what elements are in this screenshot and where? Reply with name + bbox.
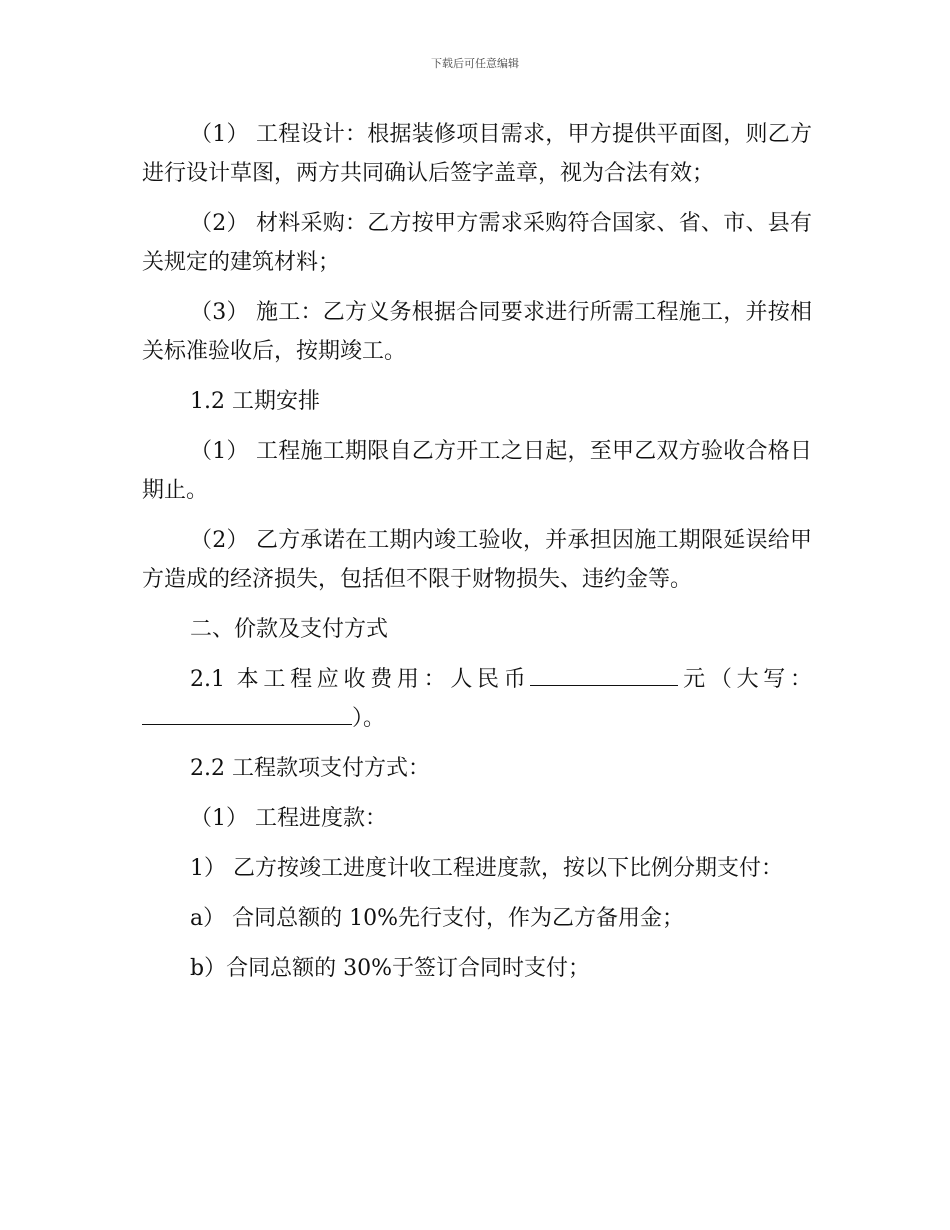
section-heading-payment: 二、价款及支付方式 <box>190 617 389 642</box>
paragraph-design: （1） 工程设计：根据装修项目需求，甲方提供平面图，则乙方进行设计草图，两方共同确认后签字盖章，视为合法有效； <box>142 122 812 186</box>
section-heading-schedule: 1.2 工期安排 <box>190 389 320 414</box>
fee-label: 2.1 本工程应收费用：人民币 <box>190 667 531 692</box>
section-heading-payment-method: 2.2 工程款项支付方式： <box>190 756 430 781</box>
paragraph-materials: （2） 材料采购：乙方按甲方需求采购符合国家、省、市、县有关规定的建筑材料； <box>142 211 812 275</box>
daxie-label: 元（大写： <box>678 667 812 692</box>
paragraph-progress-payment: （1） 工程进度款： <box>190 806 387 831</box>
paragraph-fee <box>142 660 812 738</box>
page-header: 下载后可任意编辑 <box>431 57 519 70</box>
amount-blank-line <box>530 663 678 686</box>
fee-closing: ）。 <box>352 706 386 731</box>
paragraph-construction: （3） 施工：乙方义务根据合同要求进行所需工程施工，并按相关标准验收后，按期竣工。 <box>142 300 812 364</box>
paragraph-item-b: b）合同总额的 30%于签订合同时支付； <box>190 956 590 981</box>
paragraph-item-a: a） 合同总额的 10%先行支付，作为乙方备用金； <box>190 906 685 931</box>
paragraph-schedule-period: （1） 工程施工期限自乙方开工之日起，至甲乙双方验收合格日期止。 <box>142 439 812 503</box>
paragraph-schedule-commitment: （2） 乙方承诺在工期内竣工验收，并承担因施工期限延误给甲方造成的经济损失，包括但不限于财物损失、违约金等。 <box>142 528 812 592</box>
paragraph-installments: 1） 乙方按竣工进度计收工程进度款，按以下比例分期支付： <box>190 856 783 881</box>
document-body <box>142 115 812 999</box>
daxie-blank-line <box>142 702 352 725</box>
